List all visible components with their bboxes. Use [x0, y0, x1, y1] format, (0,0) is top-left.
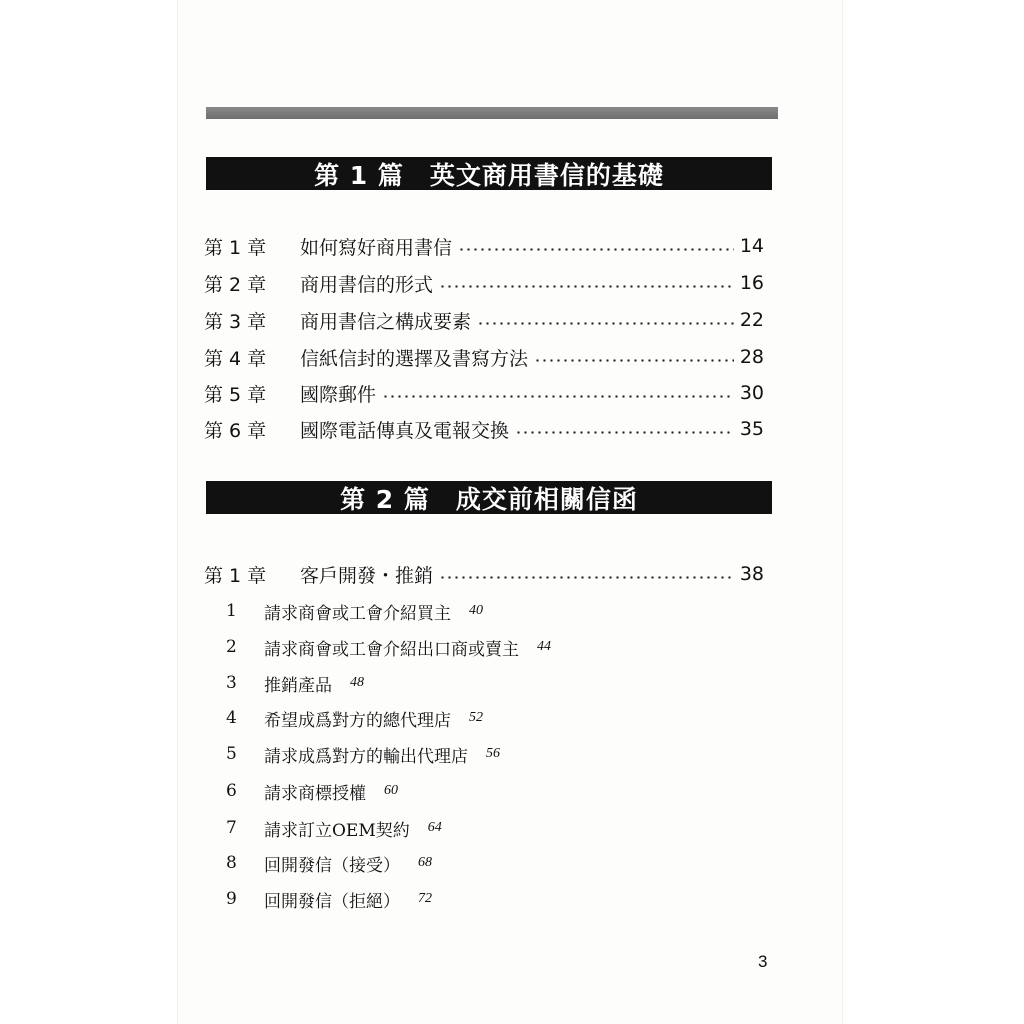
- chapter-page: 30: [739, 382, 764, 404]
- leader-dots: [439, 285, 734, 288]
- chapter-number: 第 6 章: [204, 419, 267, 442]
- chapter-number: 第 5 章: [204, 383, 267, 406]
- chapter-title: 信紙信封的選擇及書寫方法: [300, 347, 529, 370]
- chapter-page: 22: [739, 309, 764, 331]
- leader-dots: [382, 395, 734, 398]
- item-number: 7: [226, 818, 237, 838]
- item-page: 40: [469, 603, 483, 618]
- item-page: 64: [427, 820, 442, 835]
- leader-dots: [439, 576, 734, 579]
- chapter-page: 38: [739, 563, 764, 585]
- chapter-title: 國際郵件: [300, 383, 377, 406]
- chapter-page: 14: [739, 235, 764, 257]
- item-title: 請求成爲對方的輸出代理店: [264, 746, 468, 767]
- part-2-number: 第 2 篇: [340, 484, 430, 514]
- part-2-title: 成交前相關信函: [455, 484, 638, 514]
- item-page: 72: [418, 891, 432, 906]
- toc-item[interactable]: [226, 849, 432, 877]
- chapter-title: 商用書信的形式: [300, 273, 434, 296]
- chapter-number: 第 4 章: [204, 347, 267, 370]
- item-page: 52: [469, 710, 483, 725]
- leader-dots: [458, 248, 734, 251]
- toc-chapter[interactable]: [204, 377, 764, 409]
- toc-item[interactable]: [226, 597, 483, 625]
- chapter-page: 35: [739, 418, 764, 440]
- header-rule: [206, 107, 778, 119]
- item-number: 1: [226, 601, 237, 621]
- leader-dots: [477, 322, 734, 325]
- toc-item[interactable]: [226, 814, 442, 842]
- item-number: 3: [226, 673, 237, 693]
- chapter-title: 國際電話傳真及電報交換: [300, 419, 510, 442]
- chapter-title: 客戶開發・推銷: [300, 564, 434, 587]
- item-title: 回開發信（拒絕）: [264, 891, 400, 912]
- chapter-number: 第 2 章: [204, 273, 267, 296]
- item-title: 請求訂立OEM契約: [264, 820, 410, 841]
- chapter-title: 商用書信之構成要素: [300, 310, 472, 333]
- item-number: 9: [226, 889, 237, 909]
- toc-item[interactable]: [226, 633, 551, 661]
- item-title: 請求商標授權: [264, 783, 366, 804]
- toc-chapter[interactable]: [204, 558, 764, 590]
- toc-chapter[interactable]: [204, 413, 764, 445]
- toc-chapter[interactable]: [204, 341, 764, 373]
- item-title: 請求商會或工會介紹買主: [264, 603, 451, 624]
- item-page: 68: [418, 855, 432, 870]
- toc-item[interactable]: [226, 740, 500, 768]
- chapter-number: 第 1 章: [204, 236, 267, 259]
- part-2-banner: [206, 481, 772, 514]
- item-page: 48: [350, 675, 364, 690]
- item-page: 44: [537, 639, 551, 654]
- item-title: 希望成爲對方的總代理店: [264, 710, 451, 731]
- toc-chapter[interactable]: [204, 304, 764, 336]
- item-page: 60: [384, 783, 398, 798]
- toc-item[interactable]: [226, 704, 483, 732]
- chapter-title: 如何寫好商用書信: [300, 236, 453, 259]
- toc-item[interactable]: [226, 885, 432, 913]
- item-page: 56: [486, 746, 500, 761]
- item-number: 8: [226, 853, 237, 873]
- chapter-page: 16: [739, 272, 764, 294]
- item-number: 6: [226, 781, 237, 801]
- item-title: 請求商會或工會介紹出口商或賣主: [264, 639, 519, 660]
- leader-dots: [534, 359, 734, 362]
- part-1-banner: [206, 157, 772, 190]
- item-number: 4: [226, 708, 237, 728]
- part-1-number: 第 1 篇: [314, 160, 404, 190]
- item-title: 推銷產品: [264, 675, 332, 696]
- item-number: 5: [226, 744, 237, 764]
- item-title: 回開發信（接受）: [264, 855, 400, 876]
- item-number: 2: [226, 637, 237, 657]
- toc-item[interactable]: [226, 777, 398, 805]
- part-1-title: 英文商用書信的基礎: [429, 160, 664, 190]
- chapter-page: 28: [739, 346, 764, 368]
- chapter-number: 第 1 章: [204, 564, 267, 587]
- chapter-number: 第 3 章: [204, 310, 267, 333]
- toc-chapter[interactable]: [204, 230, 764, 262]
- toc-item[interactable]: [226, 669, 364, 697]
- page-number: 3: [758, 952, 768, 971]
- toc-chapter[interactable]: [204, 267, 764, 299]
- leader-dots: [515, 431, 734, 434]
